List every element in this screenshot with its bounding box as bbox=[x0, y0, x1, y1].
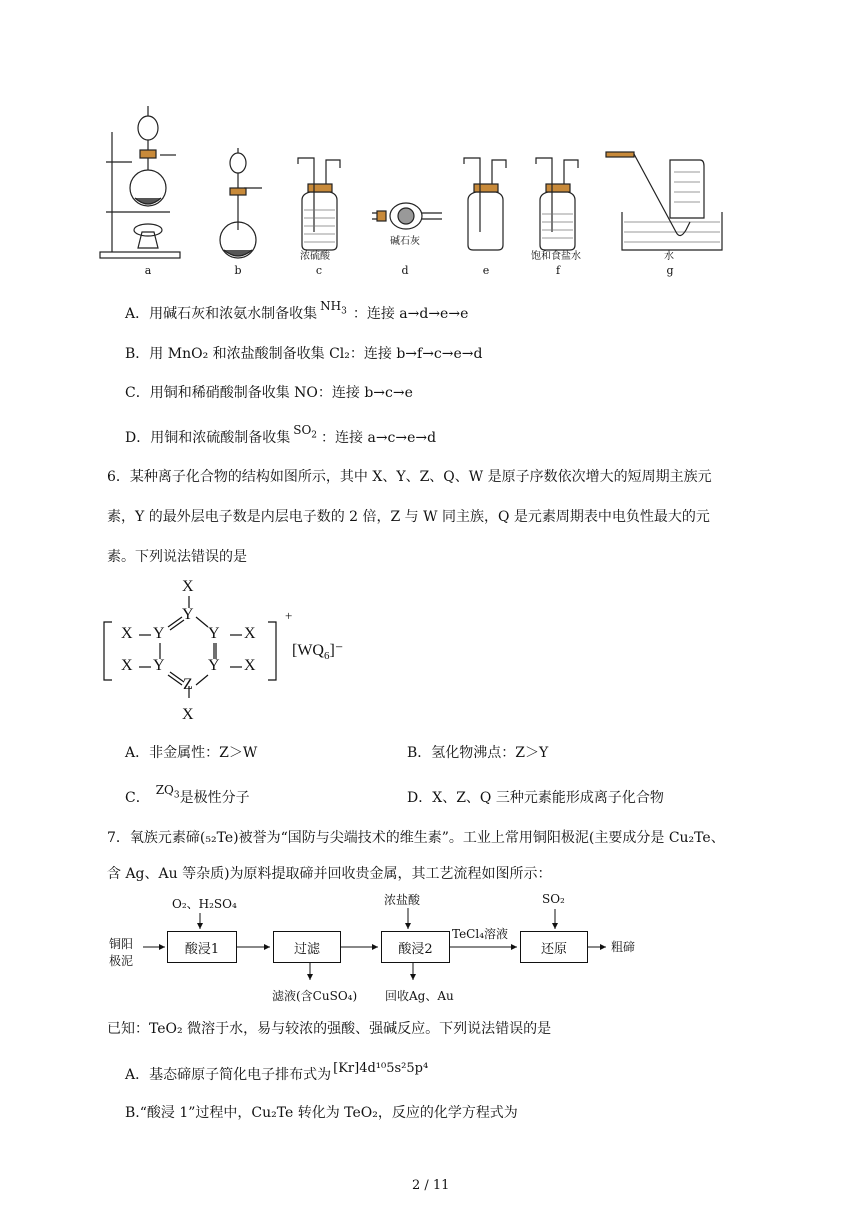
note-sat-brine: 饱和食盐水 bbox=[531, 251, 581, 262]
q5-option-a: A．用碱石灰和浓氨水制备收集 $NH_3$ ：连接 a→d→e→e bbox=[125, 299, 469, 322]
atom-x-right-lower: X bbox=[244, 657, 256, 674]
q7-stem-line1: 7．氧族元素碲(₅₂Te)被誉为“国防与尖端技术的维生素”。工业上常用铜阳极泥(主要成分是 Cu₂Te、 bbox=[107, 830, 725, 846]
note-water: 水 bbox=[664, 251, 674, 262]
q6-option-d: D．X、Z、Q 三种元素能形成离子化合物 bbox=[407, 790, 664, 806]
atom-x-left-lower: X bbox=[121, 657, 133, 674]
flow-input-1: O₂、H₂SO₄ bbox=[172, 897, 237, 911]
atom-x-top: X bbox=[182, 578, 194, 595]
q5-option-b: B．用 MnO₂ 和浓盐酸制备收集 Cl₂：连接 b→f→c→e→d bbox=[125, 346, 483, 362]
q7-option-a: A．基态碲原子简化电子排布式为 [Kr]4d¹⁰5s²5p⁴ bbox=[125, 1061, 429, 1083]
q6-stem-line1: 6．某种离子化合物的结构如图所示，其中 X、Y、Z、Q、W 是原子序数依次增大的短周期主族元 bbox=[107, 469, 712, 485]
apparatus-label-e: e bbox=[482, 264, 490, 277]
atom-z-bottom: Z bbox=[183, 676, 193, 693]
q6-option-b: B．氢化物沸点：Z＞Y bbox=[407, 745, 549, 761]
flow-box-acid-leach-1: 酸浸1 bbox=[167, 931, 237, 963]
atom-y-left-upper: Y bbox=[153, 625, 165, 642]
flow-start-line1: 铜阳 bbox=[109, 937, 134, 951]
atom-y-right-lower: Y bbox=[208, 657, 220, 674]
flow-input-3: 浓盐酸 bbox=[384, 893, 421, 907]
atom-x-bottom: X bbox=[182, 706, 194, 723]
q7-option-b: B.“酸浸 1”过程中，Cu₂Te 转化为 TeO₂，反应的化学方程式为 bbox=[125, 1105, 518, 1121]
apparatus-label-c: c bbox=[315, 264, 323, 277]
flow-start-line2: 极泥 bbox=[109, 954, 134, 968]
atom-y-right-upper: Y bbox=[208, 625, 220, 642]
atom-x-left-upper: X bbox=[121, 625, 133, 642]
apparatus-label-d: d bbox=[401, 264, 409, 277]
flow-input-4: SO₂ bbox=[542, 892, 565, 906]
q7-stem-line2: 含 Ag、Au 等杂质)为原料提取碲并回收贵金属，其工艺流程如图所示： bbox=[107, 866, 552, 882]
atom-x-right-upper: X bbox=[244, 625, 256, 642]
page-number: 2 / 11 bbox=[412, 1178, 450, 1193]
flow-recover: 回收Ag、Au bbox=[385, 989, 454, 1003]
apparatus-label-f: f bbox=[555, 264, 561, 277]
q6-stem-line2: 素，Y 的最外层电子数是内层电子数的 2 倍，Z 与 W 同主族，Q 是元素周期表中电负性最大的元 bbox=[107, 509, 710, 525]
flow-end: 粗碲 bbox=[611, 940, 636, 954]
q6-stem-line3: 素。下列说法错误的是 bbox=[107, 549, 247, 565]
flow-mid-label: TeCl₄溶液 bbox=[452, 927, 509, 941]
flow-box-reduce: 还原 bbox=[520, 931, 588, 963]
flow-filtrate: 滤液(含CuSO₄) bbox=[272, 989, 358, 1003]
q5-option-d: D．用铜和浓硫酸制备收集 $SO_2$ ：连接 a→c→e→d bbox=[125, 423, 437, 446]
flow-box-acid-leach-2: 酸浸2 bbox=[381, 931, 450, 963]
q6-option-a: A．非金属性：Z＞W bbox=[125, 745, 258, 761]
cation-charge: + bbox=[285, 608, 293, 623]
flow-box-filter: 过滤 bbox=[273, 931, 341, 963]
atom-y-top: Y bbox=[182, 606, 194, 623]
q6-option-c: C． $ZQ_3$是极性分子 bbox=[125, 783, 250, 806]
apparatus-label-a: a bbox=[144, 264, 152, 277]
anion-formula: $[WQ_6]^-$ bbox=[292, 642, 344, 663]
apparatus-label-g: g bbox=[666, 264, 674, 277]
atom-y-left-lower: Y bbox=[153, 657, 165, 674]
q5-option-c: C．用铜和稀硝酸制备收集 NO：连接 b→c→e bbox=[125, 385, 413, 401]
note-conc-sulfuric: 浓硫酸 bbox=[300, 251, 330, 262]
q7-known: 已知：TeO₂ 微溶于水，易与较浓的强酸、强碱反应。下列说法错误的是 bbox=[107, 1021, 552, 1037]
note-soda-lime: 碱石灰 bbox=[390, 236, 420, 247]
apparatus-label-b: b bbox=[234, 264, 242, 277]
